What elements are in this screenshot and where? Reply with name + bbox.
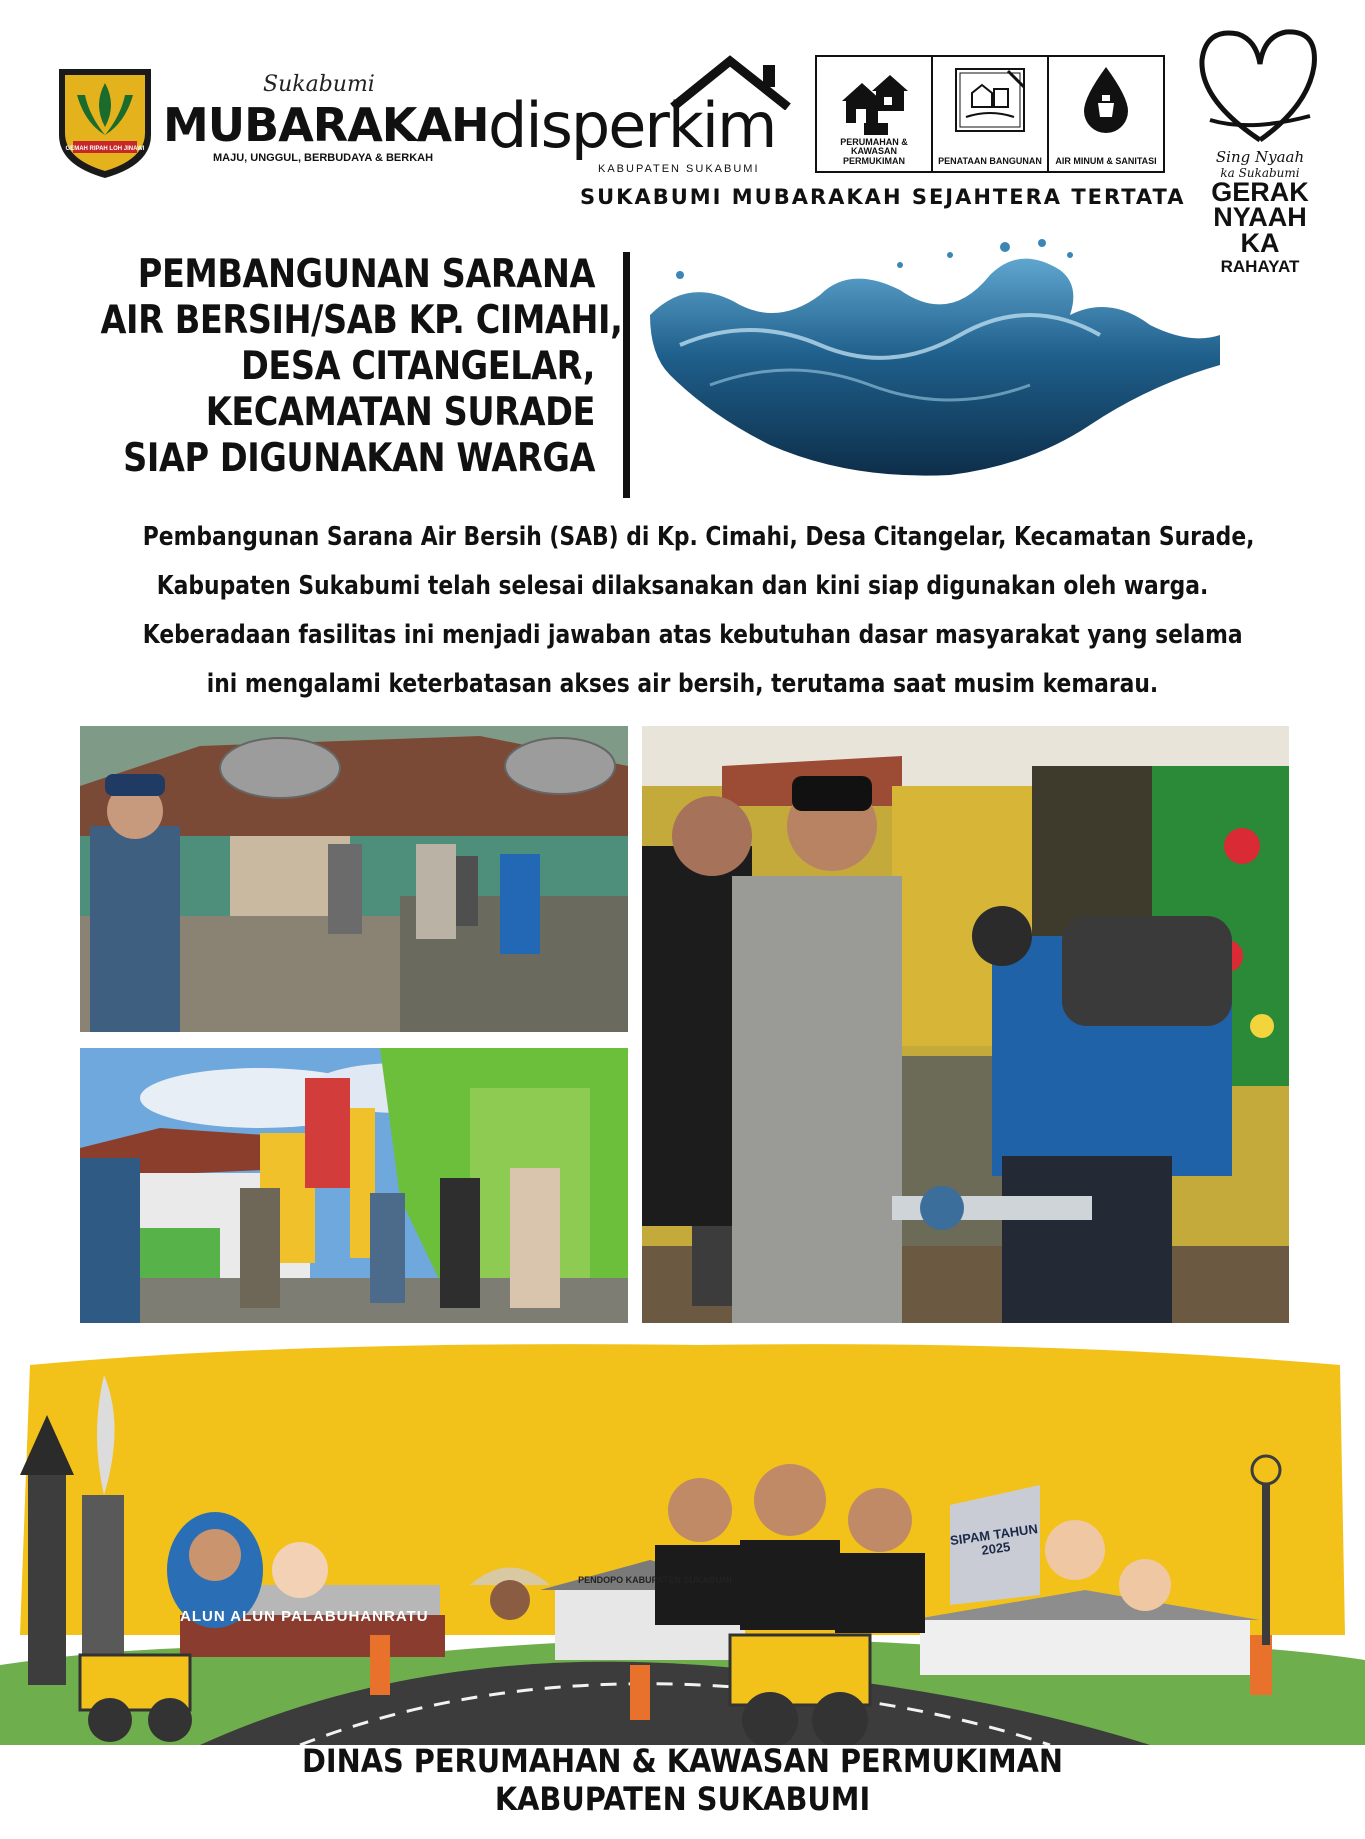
gerak-line-1: GERAK — [1211, 176, 1309, 207]
sector-logo-strip — [815, 55, 1165, 173]
gerak-line-2: NYAAH — [1213, 202, 1307, 233]
gerak-script-1: Sing Nyaah — [1215, 148, 1305, 166]
article-body — [40, 513, 1325, 709]
heart-icon — [1190, 20, 1330, 150]
footer-line-1: DINAS PERUMAHAN & KAWASAN PERMUKIMAN — [301, 1742, 1064, 1780]
sector-perumahan — [817, 57, 933, 171]
crest-motto: GEMAH RIPAH LOH JINAWI — [65, 146, 145, 152]
pendopo-label: PENDOPO KABUPATEN SUKABUMI — [578, 1575, 732, 1585]
sector-air-minum — [1049, 57, 1163, 171]
photo-site-visit-yard — [80, 726, 628, 1032]
gerak-line-4: RAHAYAT — [1220, 256, 1300, 276]
photo-water-tower-street — [80, 1048, 628, 1323]
headline-line: SIAP DIGUNAKAN WARGA — [123, 436, 595, 481]
sector-label: PENATAAN BANGUNAN — [938, 155, 1042, 166]
headline — [20, 252, 623, 482]
headline-line: PEMBANGUNAN SARANA — [137, 252, 596, 297]
headline-line: DESA CITANGELAR, — [240, 344, 595, 389]
city-montage-banner — [0, 1335, 1365, 1745]
houses-icon — [834, 63, 914, 137]
footer — [0, 1742, 1365, 1818]
disperkim-subtitle: KABUPATEN SUKABUMI — [598, 163, 760, 175]
sukabumi-regency-crest-icon — [55, 65, 155, 181]
mubarakah-wordmark: MUBARAKAH — [163, 98, 489, 152]
body-line: Keberadaan fasilitas ini menjadi jawaban atas kebutuhan dasar masyarakat yang selama — [142, 620, 1243, 650]
headline-line: AIR BERSIH/SAB KP. CIMAHI, — [100, 298, 623, 343]
body-line: Pembangunan Sarana Air Bersih (SAB) di Kp. Cimahi, Desa Citangelar, Kecamatan Surade, — [142, 522, 1255, 552]
headline-line: KECAMATAN SURADE — [205, 390, 595, 435]
gerak-line-3: KA — [1240, 228, 1280, 259]
slogan: SUKABUMI MUBARAKAH SEJAHTERA TERTATA — [580, 185, 1186, 209]
disperkim-wordmark: disperkim — [488, 89, 776, 162]
sector-label: AIR MINUM & SANITASI — [1055, 155, 1157, 166]
body-line: ini mengalami keterbatasan akses air bersih, terutama saat musim kemarau. — [206, 669, 1159, 699]
sipam-label: SIPAM TAHUN 2025 — [949, 1521, 1039, 1559]
headline-divider — [623, 252, 630, 498]
water-drop-icon — [1066, 63, 1146, 137]
disperkim-logo — [488, 55, 798, 175]
footer-line-2: KABUPATEN SUKABUMI — [494, 1780, 871, 1818]
mubarakah-tagline: MAJU, UNGGUL, BERBUDAYA & BERKAH — [213, 152, 434, 164]
body-line: Kabupaten Sukabumi telah selesai dilaksanakan dan kini siap digunakan oleh warga. — [156, 571, 1209, 601]
sector-label: PERUMAHAN & KAWASAN PERMUKIMAN — [840, 136, 908, 166]
mubarakah-script: Sukabumi — [263, 72, 375, 97]
water-splash-image — [650, 235, 1220, 480]
alun-alun-label: ALUN ALUN PALABUHANRATU — [180, 1608, 429, 1625]
blueprint-icon — [950, 63, 1030, 137]
mubarakah-logo — [163, 72, 489, 172]
photo-meter-inspection — [642, 726, 1289, 1323]
gerak-script-2: ka Sukabumi — [1220, 165, 1300, 180]
sector-penataan — [933, 57, 1049, 171]
